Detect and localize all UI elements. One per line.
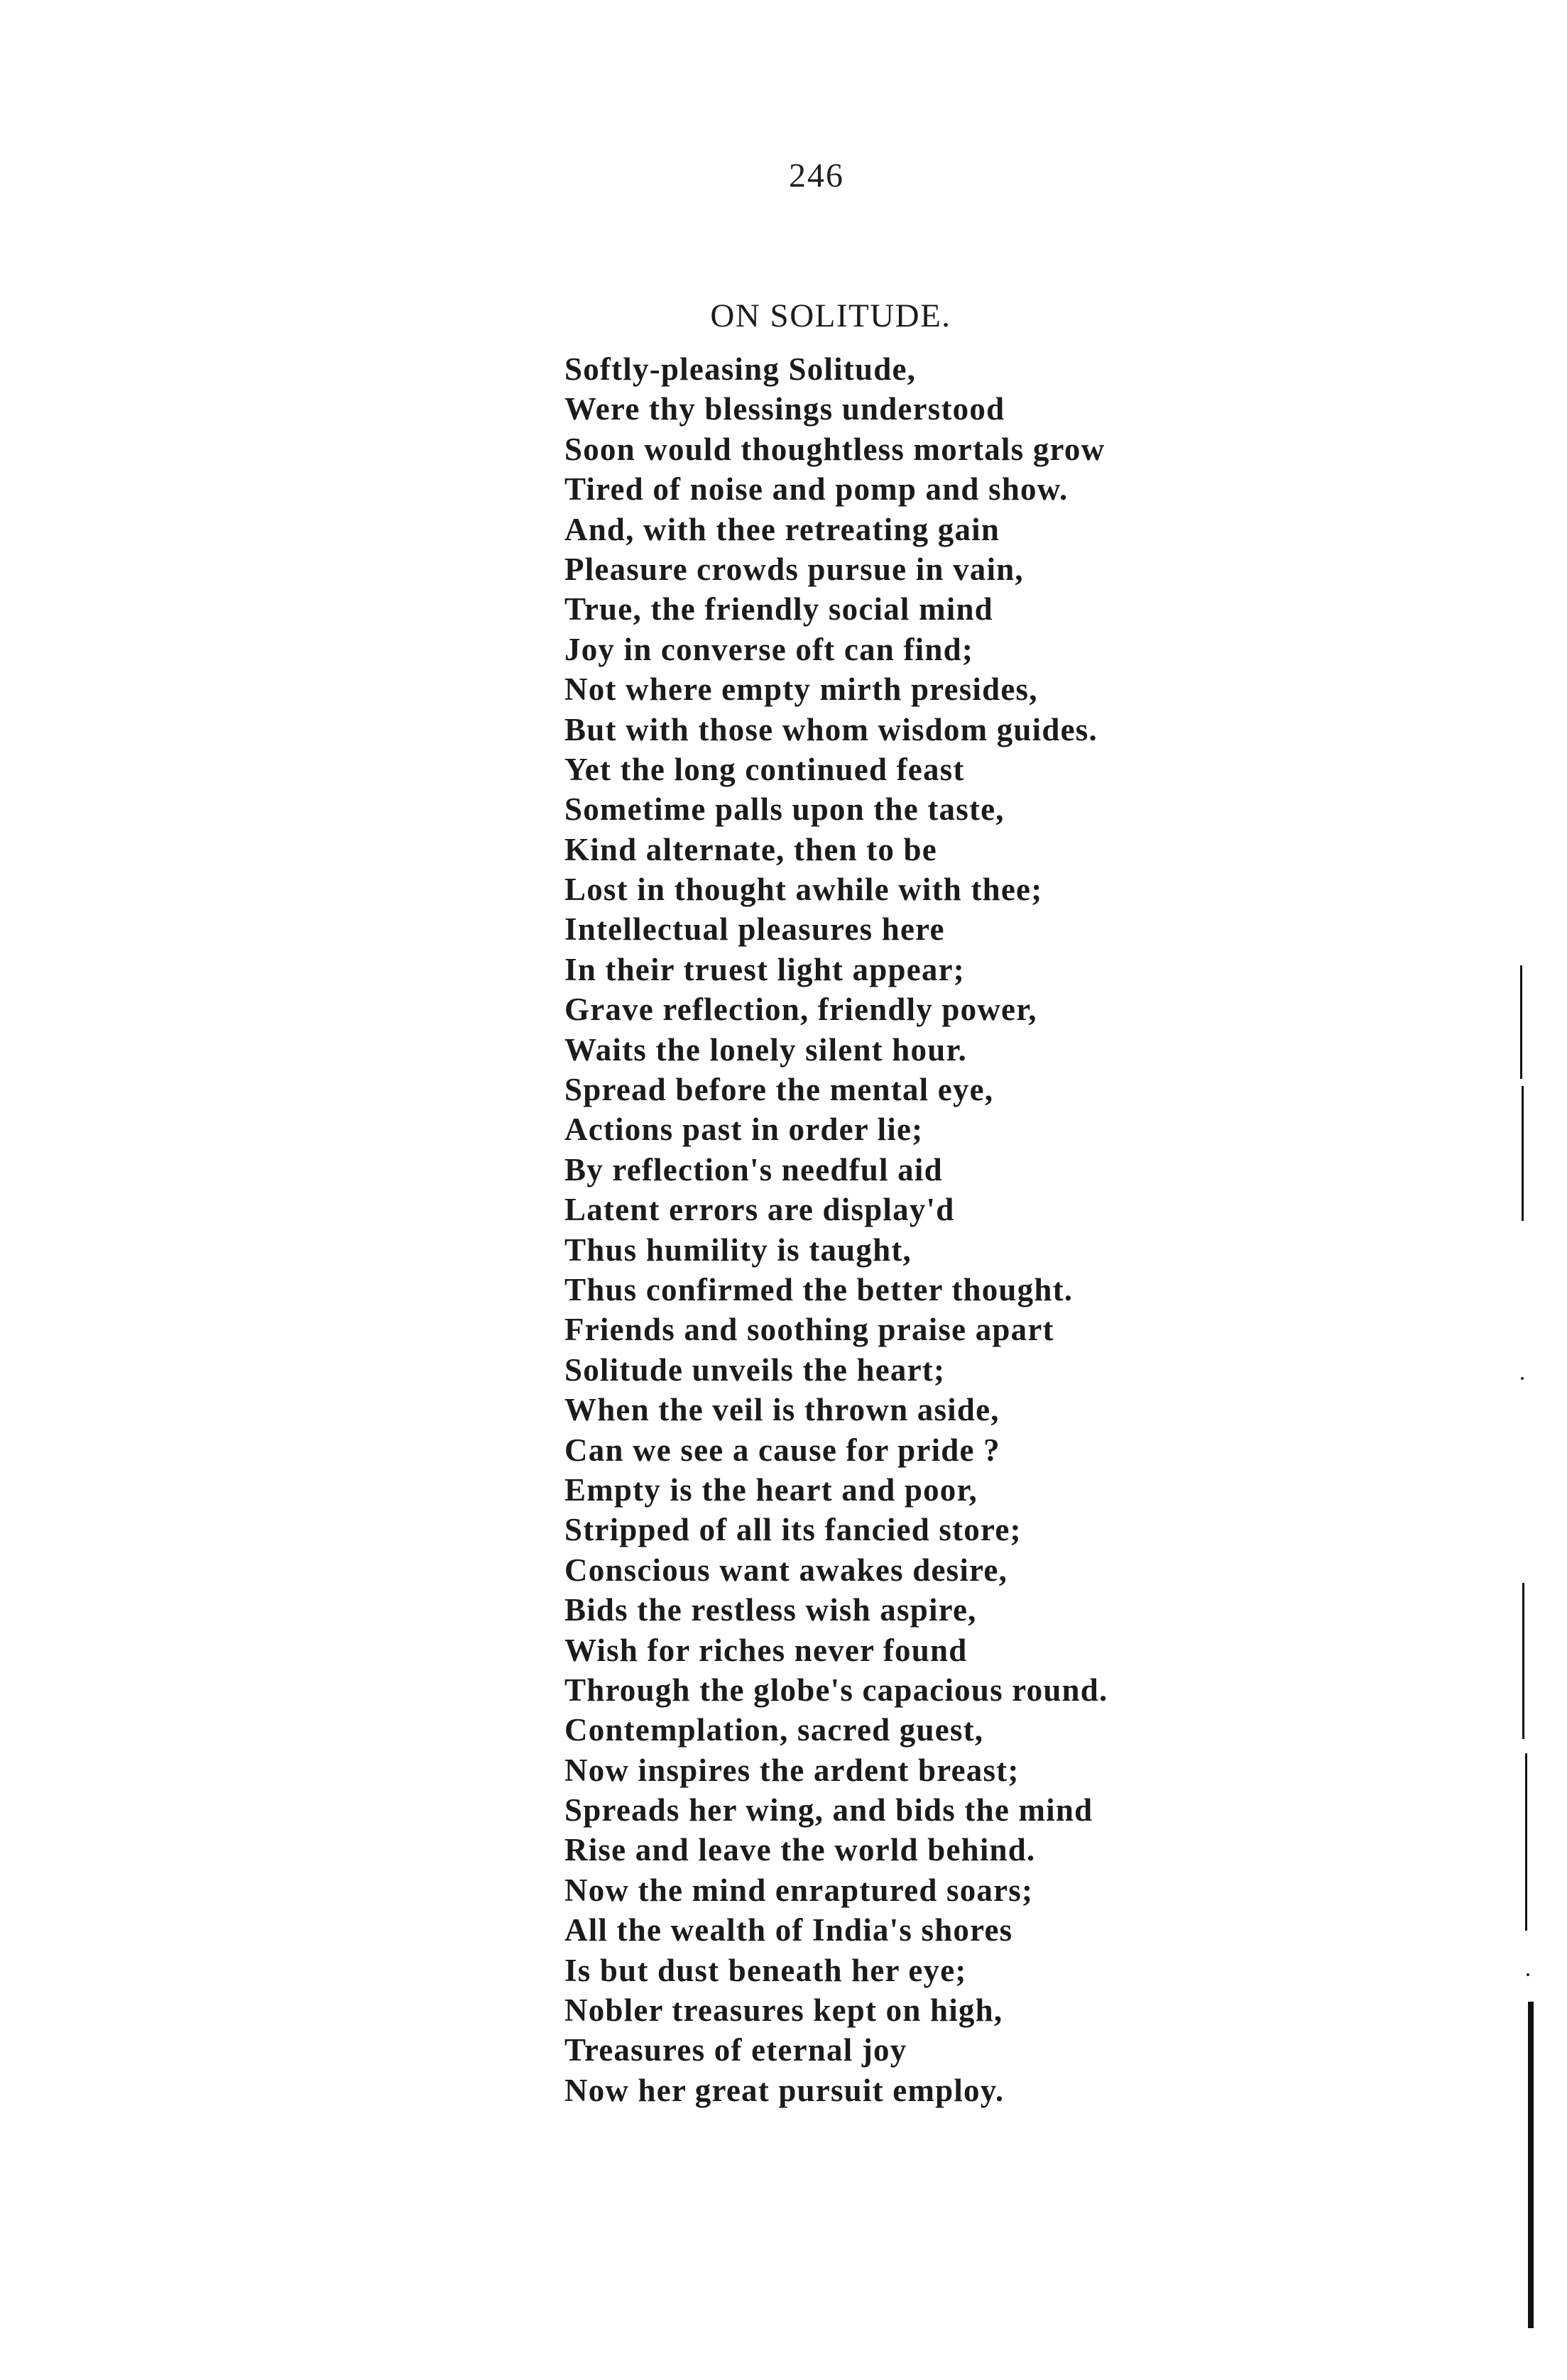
poem-line: Now the mind enraptured soars;	[564, 1872, 1034, 1908]
poem-line: Kind alternate, then to be	[564, 831, 937, 867]
poem-line: Now inspires the ardent breast;	[564, 1752, 1020, 1788]
poem-line: Rise and leave the world behind.	[564, 1832, 1036, 1868]
poem-line: Can we see a cause for pride ?	[564, 1432, 1000, 1468]
scan-edge-mark	[1525, 1753, 1527, 1931]
poem-line: Actions past in order lie;	[564, 1112, 924, 1148]
poem-line: When the veil is thrown aside,	[564, 1392, 1000, 1428]
poem-line: True, the friendly social mind	[564, 591, 993, 627]
poem-line: Treasures of eternal joy	[564, 2032, 907, 2068]
poem-line: Pleasure crowds pursue in vain,	[564, 551, 1024, 587]
poem-line: Solitude unveils the heart;	[564, 1351, 946, 1388]
scan-speck	[1521, 1377, 1524, 1380]
poem-line: Bids the restless wish aspire,	[564, 1592, 977, 1628]
poem-title: ON SOLITUDE.	[710, 297, 951, 334]
scan-speck	[1527, 1973, 1529, 1976]
poem-line: Latent errors are display'd	[564, 1192, 955, 1228]
poem-line: Spreads her wing, and bids the mind	[564, 1792, 1093, 1828]
poem-line: Now her great pursuit employ.	[564, 2072, 1005, 2108]
poem-line: Grave reflection, friendly power,	[564, 992, 1037, 1028]
poem-line: And, with thee retreating gain	[564, 511, 1000, 547]
poem-line: Spread before the mental eye,	[564, 1072, 994, 1108]
poem-line: Thus humility is taught,	[564, 1232, 912, 1268]
scan-edge-mark	[1520, 965, 1522, 1079]
poem-line: Sometime palls upon the taste,	[564, 791, 1005, 828]
poem-line: Friends and soothing praise apart	[564, 1312, 1054, 1348]
page-number: 246	[789, 157, 844, 194]
poem-line: Lost in thought awhile with thee;	[564, 872, 1043, 908]
poem-line: Not where empty mirth presides,	[564, 671, 1038, 708]
poem-line: Stripped of all its fancied store;	[564, 1512, 1022, 1548]
poem-body	[564, 349, 1274, 2110]
poem-line: In their truest light appear;	[564, 951, 965, 987]
poem-line: Softly-pleasing Solitude,	[564, 351, 917, 387]
poem-line: Empty is the heart and poor,	[564, 1471, 978, 1508]
scan-edge-mark	[1522, 1086, 1524, 1221]
scan-edge-mark	[1522, 1583, 1524, 1739]
poem-line: By reflection's needful aid	[564, 1151, 943, 1188]
poem-line: Thus confirmed the better thought.	[564, 1271, 1074, 1307]
scan-edge-mark	[1528, 2002, 1534, 2328]
poem-line: Soon would thoughtless mortals grow	[564, 431, 1105, 467]
poem-line: Yet the long continued feast	[564, 751, 965, 787]
poem-line: Tired of noise and pomp and show.	[564, 471, 1069, 508]
poem-line: Nobler treasures kept on high,	[564, 1992, 1003, 2029]
poem-line: Through the globe's capacious round.	[564, 1672, 1108, 1708]
poem-line: All the wealth of India's shores	[564, 1912, 1013, 1948]
poem-line: But with those whom wisdom guides.	[564, 711, 1098, 747]
poem-line: Conscious want awakes desire,	[564, 1552, 1008, 1588]
poem-line: Wish for riches never found	[564, 1632, 968, 1668]
poem-line: Joy in converse oft can find;	[564, 631, 974, 667]
poem-line: Waits the lonely silent hour.	[564, 1031, 967, 1068]
poem-line: Contemplation, sacred guest,	[564, 1712, 984, 1748]
poem-line: Intellectual pleasures here	[564, 911, 945, 948]
poem-line: Is but dust beneath her eye;	[564, 1952, 967, 1988]
poem-line: Were thy blessings understood	[564, 391, 1005, 427]
